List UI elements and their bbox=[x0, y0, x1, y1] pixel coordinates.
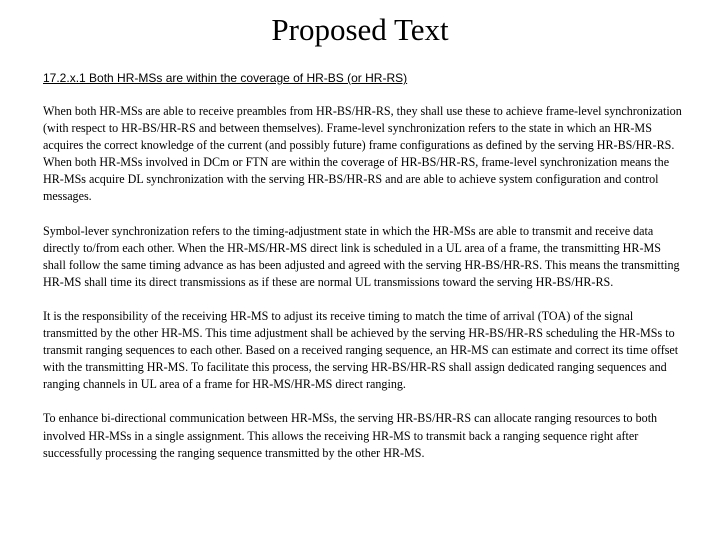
paragraph-ranging-resources: To enhance bi-directional communication between HR-MSs, the serving HR-BS/HR-RS can allocate ranging resources to both involved HR-MSs in a single assignment. This allows the receiving HR-MS to transmit back a ranging sequence right after successfully processing the ranging sequence transmitted by the other HR-MS. bbox=[43, 411, 658, 460]
slide-title: Proposed Text bbox=[271, 12, 449, 47]
slide-body bbox=[43, 70, 683, 479]
paragraph-frame-sync: When both HR-MSs are able to receive preambles from HR-BS/HR-RS, they shall use these to achieve frame-level synchronization (with respect to HR-BS/HR-RS and between themselves). Frame-level synchronization refers to the state in which an HR-MS acquires the correct knowledge of the current (and possibly future) frame configurations as defined by the serving HR-BS/HR-RS. When both HR-MSs involved in DCm or FTN are within the coverage of HR-BS/HR-RS, frame-level synchronization means the HR-MSs acquire DL synchronization with the serving HR-BS/HR-RS and are able to achieve system configuration and control messages. bbox=[43, 104, 682, 204]
paragraph-receive-timing: It is the responsibility of the receiving HR-MS to adjust its receive timing to match the time of arrival (TOA) of the signal transmitted by the other HR-MS. This time adjustment shall be achieved by the serving HR-BS/HR-RS scheduling the HR-MSs to transmit ranging sequences to each other. Based on a received ranging sequence, an HR-MS can estimate and correct its time offset with the transmitting HR-MS. To facilitate this process, the serving HR-BS/HR-RS shall assign dedicated ranging sequences and ranging channels in UL area of a frame for HR-MS/HR-MS direct ranging. bbox=[43, 308, 679, 392]
paragraph-symbol-sync: Symbol-lever synchronization refers to the timing-adjustment state in which the HR-MSs are able to transmit and receive data directly to/from each other. When the HR-MS/HR-MS direct link is scheduled in a UL area of a frame, the transmitting HR-MS shall follow the same timing advance as has been adjusted and agreed with the serving HR-BS/HR-RS. This means the transmitting HR-MS shall time its direct transmissions as if these are normal UL transmissions toward the serving HR-BS/HR-RS. bbox=[43, 223, 680, 289]
section-heading: 17.2.x.1 Both HR-MSs are within the coverage of HR-BS (or HR-RS) bbox=[43, 71, 408, 85]
